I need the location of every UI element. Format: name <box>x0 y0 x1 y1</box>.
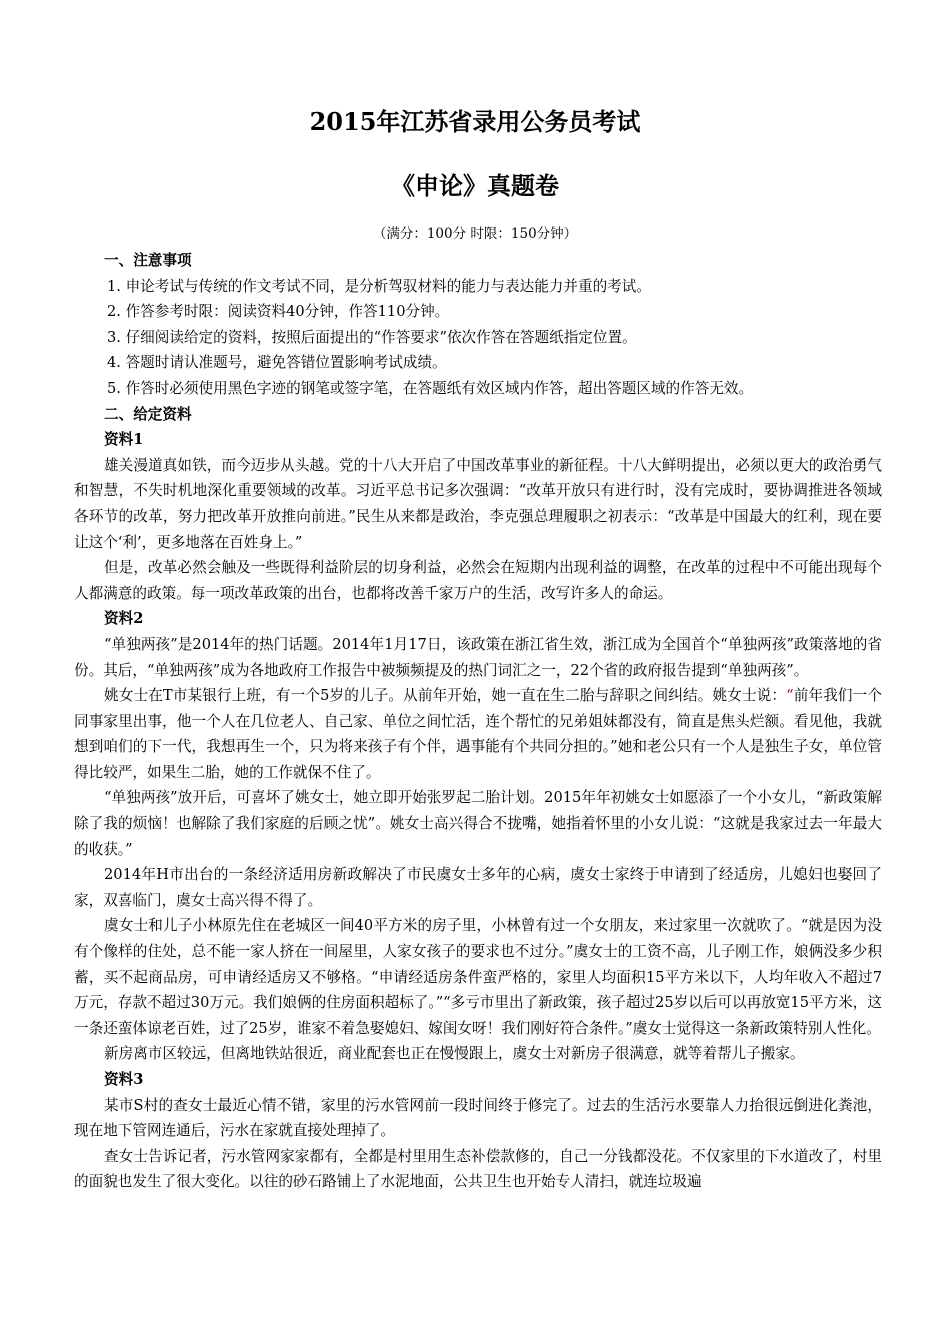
material3-paragraph: 某市S村的查女士最近心情不错，家里的污水管网前一段时间终于修完了。过去的生活污水要靠人力抬很远倒进化粪池，现在地下管网连通后，污水在家就直接处理掉了。 <box>74 1096 882 1140</box>
material2-paragraph <box>74 683 882 785</box>
notice-item: 3. 仔细阅读给定的资料，按照后面提出的“作答要求”依次作答在答题纸指定位置。 <box>107 328 637 346</box>
material2-paragraph: “单独两孩”是2014年的热门话题。2014年1月17日，该政策在浙江省生效，浙江成为全国首个“单独两孩”政策落地的省份。其后，“单独两孩”成为各地政府工作报告中被频频提及的热门词汇之一，22个省的政府报告提到“单独两孩”。 <box>74 635 882 679</box>
exam-meta: （满分：100分 时限：150分钟） <box>372 226 578 242</box>
material2-label: 资料2 <box>104 610 144 628</box>
material3-label: 资料3 <box>104 1071 144 1088</box>
material1-paragraph: 但是，改革必然会触及一些既得利益阶层的切身利益，必然会在短期内出现利益的调整，在改革的过程中不可能出现每个人都满意的政策。每一项改革政策的出台，也都将改善千家万户的生活，改写许多人的命运。 <box>74 559 882 602</box>
material2-paragraph: 虞女士和儿子小林原先住在老城区一间40平方米的房子里，小林曾有过一个女朋友，来过家里一次就吹了。“就是因为没有个像样的住处，总不能一家人挤在一间屋里，人家女孩子的要求也不过分。”虞女士的工资不高，儿子刚工作，娘俩没多少积蓄，买不起商品房，可申请经适房又不够格。“申请经适房条件蛮严格的，家里人均面积15平方米以下，人均年收入不超过7万元，存款不超过30万元。我们娘俩的住房面积超标了。”“多亏市里出了新政策，孩子超过25岁以后可以再放宽15平方米，这一条还蛮体谅老百姓，过了25岁，谁家不着急娶媳妇、嫁闺女呀！我们刚好符合条件。”虞女士觉得这一条新政策特别人性化。 <box>74 917 882 1037</box>
document-subtitle: 《申论》真题卷 <box>391 171 559 200</box>
material2-paragraph: 2014年H市出台的一条经济适用房新政解决了市民虞女士多年的心病，虞女士家终于申请到了经适房，儿媳妇也娶回了家，双喜临门，虞女士高兴得不得了。 <box>74 866 882 909</box>
material1-label: 资料1 <box>104 431 144 449</box>
material2-paragraph: 新房离市区较远，但离地铁站很近，商业配套也正在慢慢跟上，虞女士对新房子很满意，就等着帮儿子搬家。 <box>104 1045 805 1063</box>
document-body <box>74 248 882 1195</box>
material1-paragraph: 雄关漫道真如铁，而今迈步从头越。党的十八大开启了中国改革事业的新征程。十八大鲜明提出，必须以更大的政治勇气和智慧，不失时机地深化重要领域的改革。习近平总书记多次强调：“改革开放只有进行时，没有完成时，要协调推进各领域各环节的改革，努力把改革开放推向前进。”民生从来都是政治，李克强总理履职之初表示：“改革是中国最大的红利，现在要让这个‘利’，更多地落在百姓身上。” <box>74 456 882 551</box>
notice-item: 2. 作答参考时限：阅读资料40分钟，作答110分钟。 <box>107 303 450 321</box>
material3-paragraph: 查女士告诉记者，污水管网家家都有，全都是村里用生态补偿款修的，自己一分钱都没花。不仅家里的下水道改了，村里的面貌也发生了很大变化。以往的砂石路铺上了水泥地面，公共卫生也开始专人清扫，就连垃圾遍 <box>74 1147 882 1191</box>
material2-paragraph-quote: 前年我们一个同事家里出事，他一个人在几位老人、自己家、单位之间忙活，连个帮忙的兄弟姐妹都没有，简直是焦头烂额。看见他，我就想到咱们的下一代，我想再生一个，只为将来孩子有个伴，遇事能有个共同分担的。”她和老公只有一个人是独生子女，单位管得比较严，如果生二胎，她的工作就保不住了。 <box>74 687 882 781</box>
material2-paragraph-text: 姚女士在T市某银行上班，有一个5岁的儿子。从前年开始，她一直在生二胎与辞职之间纠结。姚女士说： <box>104 687 787 705</box>
document-title: 2015年江苏省录用公务员考试 <box>309 107 641 136</box>
material2-paragraph: “单独两孩”放开后，可喜坏了姚女士，她立即开始张罗起二胎计划。2015年年初姚女士如愿添了一个小女儿，“新政策解除了我的烦恼！也解除了我们家庭的后顾之忧”。姚女士高兴得合不拢嘴，她指着怀里的小女儿说：“这就是我家过去一年最大的收获。” <box>74 789 882 858</box>
notice-item: 1. 申论考试与传统的作文考试不同，是分析驾驭材料的能力与表达能力并重的考试。 <box>107 277 651 295</box>
materials-heading: 二、给定资料 <box>104 405 192 423</box>
notice-item: 5. 作答时必须使用黑色字迹的钢笔或签字笔，在答题纸有效区域内作答，超出答题区域的作答无效。 <box>107 379 754 397</box>
notice-item: 4. 答题时请认准题号，避免答错位置影响考试成绩。 <box>107 354 447 372</box>
quote-mark: “ <box>786 687 794 705</box>
notice-heading: 一、注意事项 <box>104 252 192 269</box>
